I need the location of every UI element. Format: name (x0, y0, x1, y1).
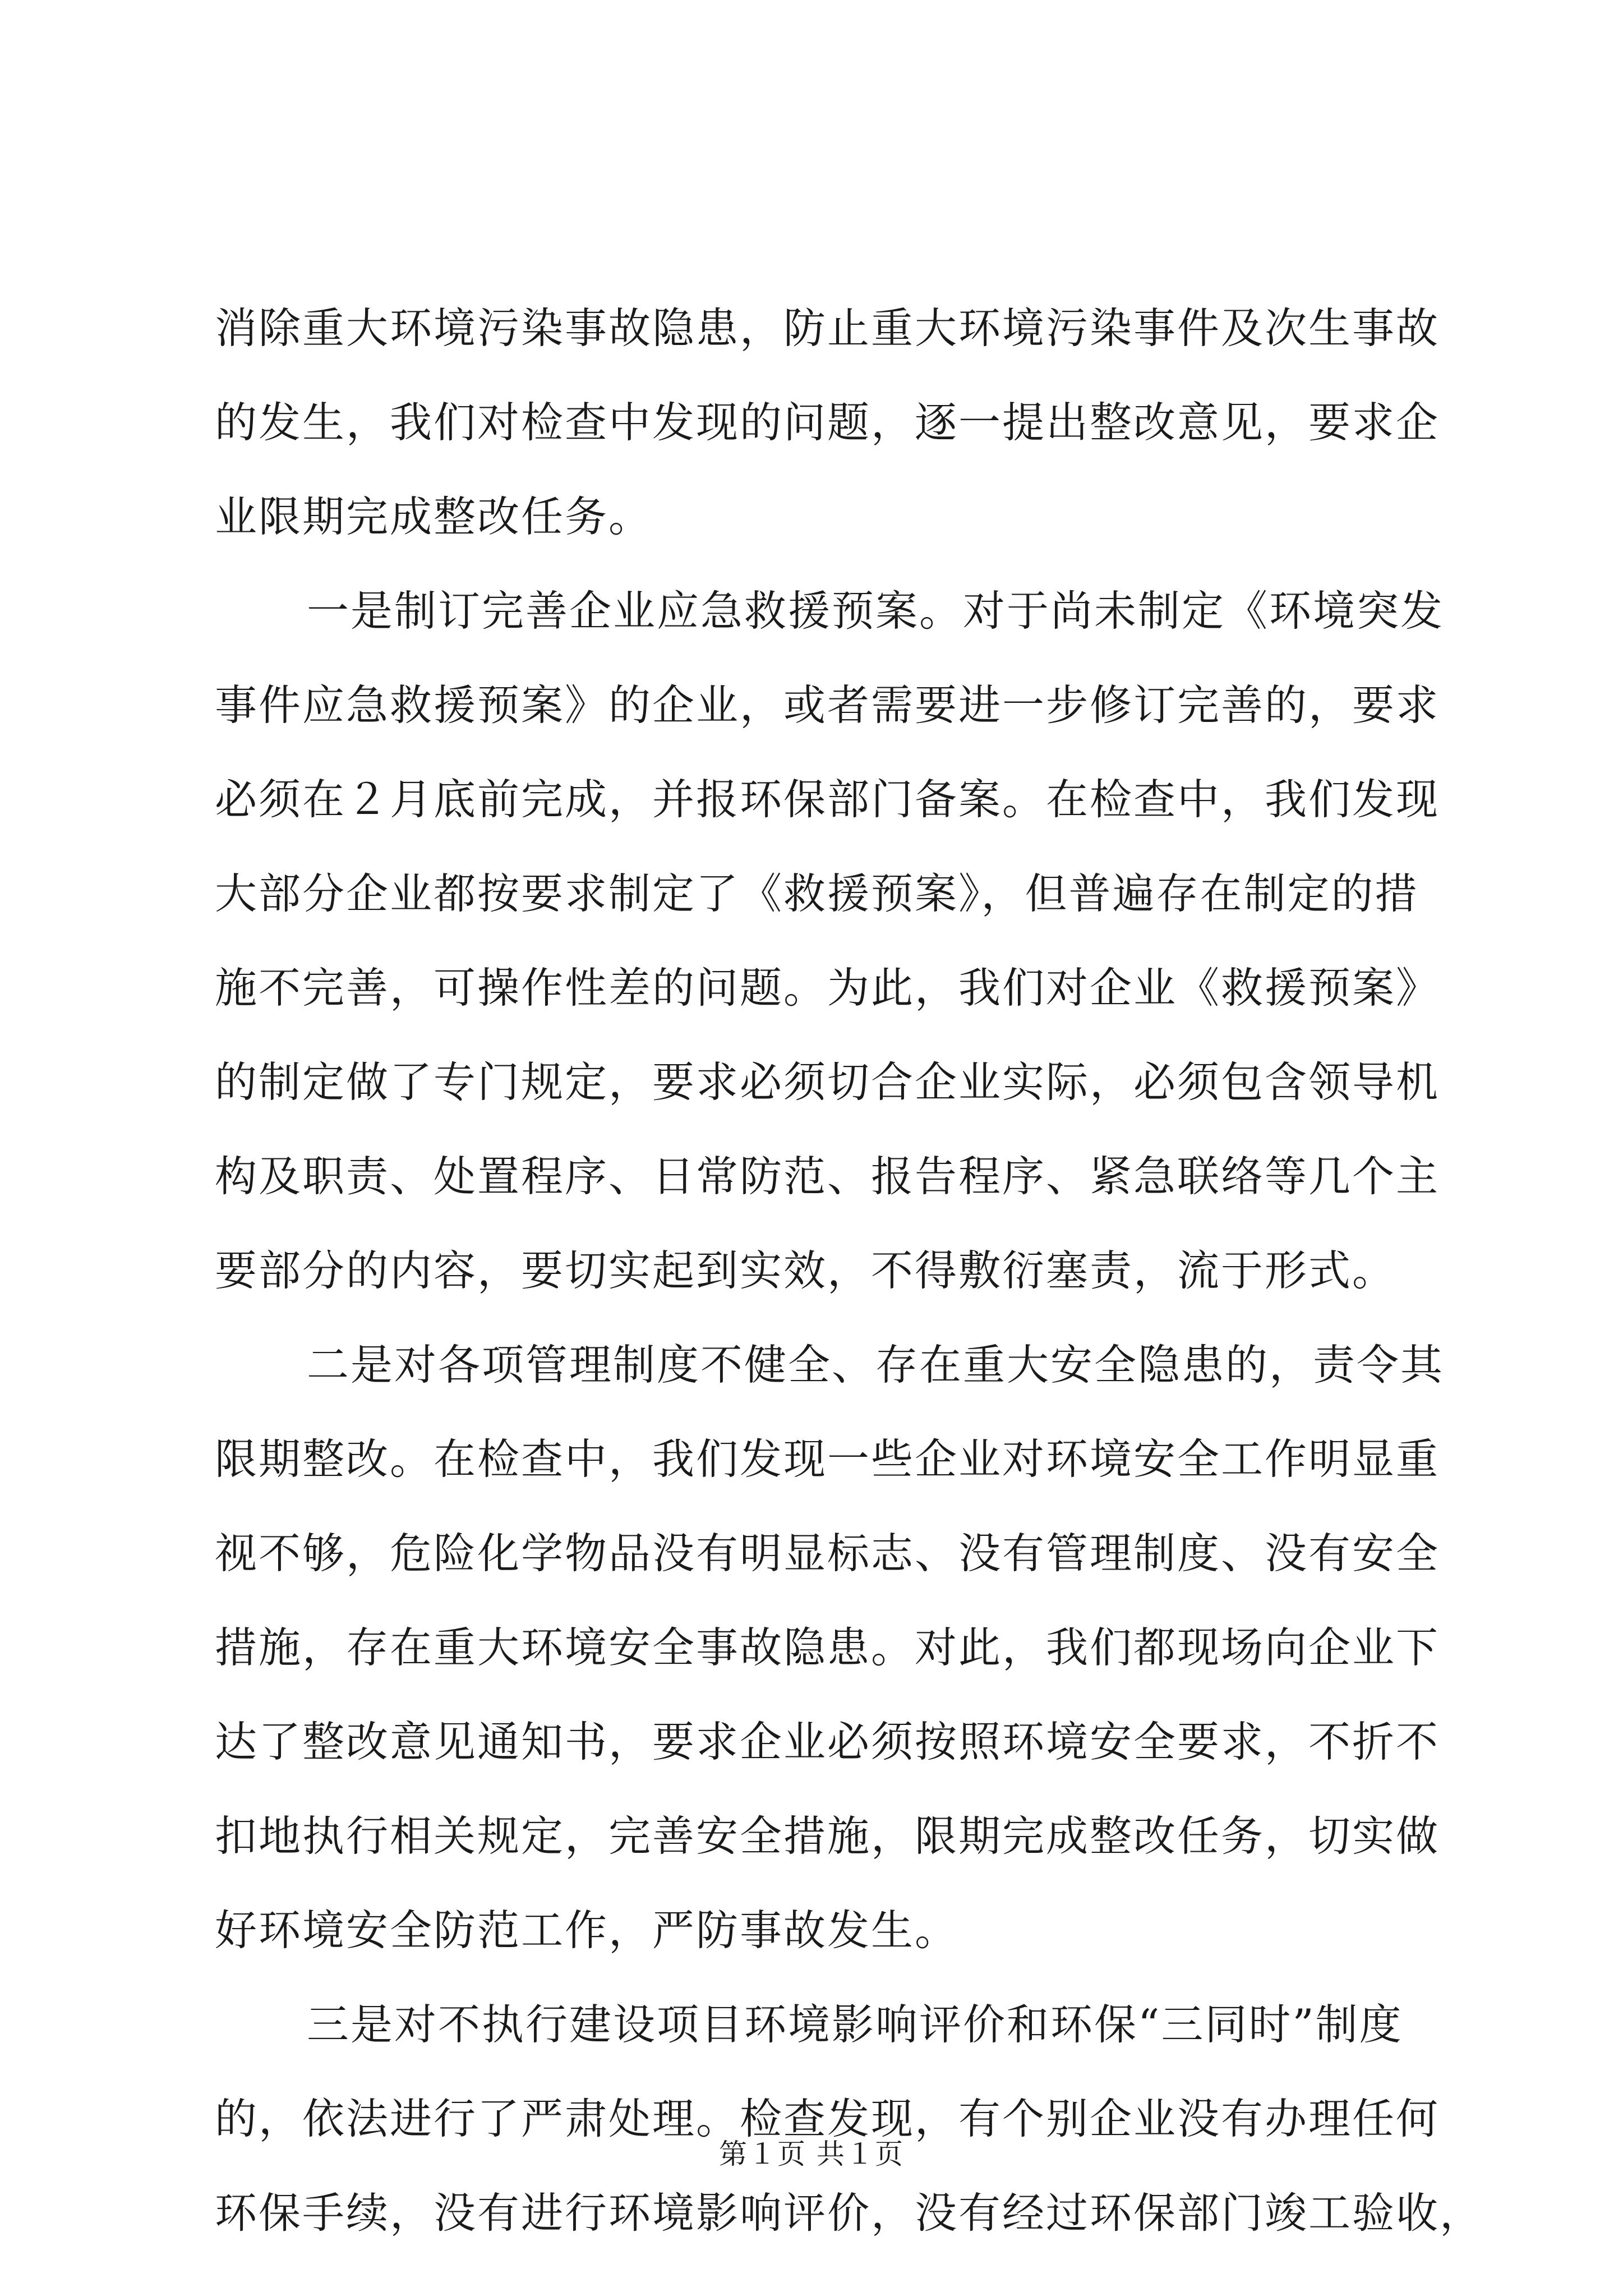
text-line: 必须在２月底前完成，并报环保部门备案。在检查中，我们发现 (215, 775, 1440, 824)
text-line: 措施，存在重大环境安全事故隐患。对此，我们都现场向企业下 (215, 1623, 1440, 1672)
paragraph-first-line: 三是对不执行建设项目环境影响评价和环保“三同时”制度 (307, 2000, 1403, 2049)
paragraph-first-line: 一是制订完善企业应急救援预案。对于尚未制定《环境突发 (307, 586, 1445, 636)
paragraph-first-line: 二是对各项管理制度不健全、存在重大安全隐患的，责令其 (307, 1340, 1445, 1389)
page-number-footer: 第１页 共１页 (719, 2138, 904, 2170)
text-line: 限期整改。在检查中，我们发现一些企业对环境安全工作明显重 (215, 1434, 1440, 1484)
text-line: 事件应急救援预案》的企业，或者需要进一步修订完善的，要求 (215, 680, 1440, 730)
text-line: 扣地执行相关规定，完善安全措施，限期完成整改任务，切实做 (215, 1811, 1440, 1861)
text-line: 构及职责、处置程序、日常防范、报告程序、紧急联络等几个主 (215, 1152, 1440, 1201)
text-line: 环保手续，没有进行环境影响评价，没有经过环保部门竣工验收， (215, 2188, 1484, 2238)
text-line: 要部分的内容，要切实起到实效，不得敷衍塞责，流于形式。 (215, 1246, 1396, 1295)
text-line: 达了整改意见通知书，要求企业必须按照环境安全要求，不折不 (215, 1717, 1440, 1766)
text-line: 消除重大环境污染事故隐患，防止重大环境污染事件及次生事故 (215, 303, 1440, 353)
text-line: 的发生，我们对检查中发现的问题，逐一提出整改意见，要求企 (215, 398, 1440, 447)
text-line: 视不够，危险化学物品没有明显标志、没有管理制度、没有安全 (215, 1529, 1440, 1578)
text-line: 大部分企业都按要求制定了《救援预案》，但普遍存在制定的措 (215, 869, 1419, 918)
text-line: 的制定做了专门规定，要求必须切合企业实际，必须包含领导机 (215, 1057, 1440, 1107)
text-line: 施不完善，可操作性差的问题。为此，我们对企业《救援预案》 (215, 963, 1440, 1013)
text-line: 的，依法进行了严肃处理。检查发现，有个别企业没有办理任何 (215, 2094, 1440, 2143)
text-line: 好环境安全防范工作，严防事故发生。 (215, 1906, 959, 1955)
text-line: 业限期完成整改任务。 (215, 492, 653, 541)
